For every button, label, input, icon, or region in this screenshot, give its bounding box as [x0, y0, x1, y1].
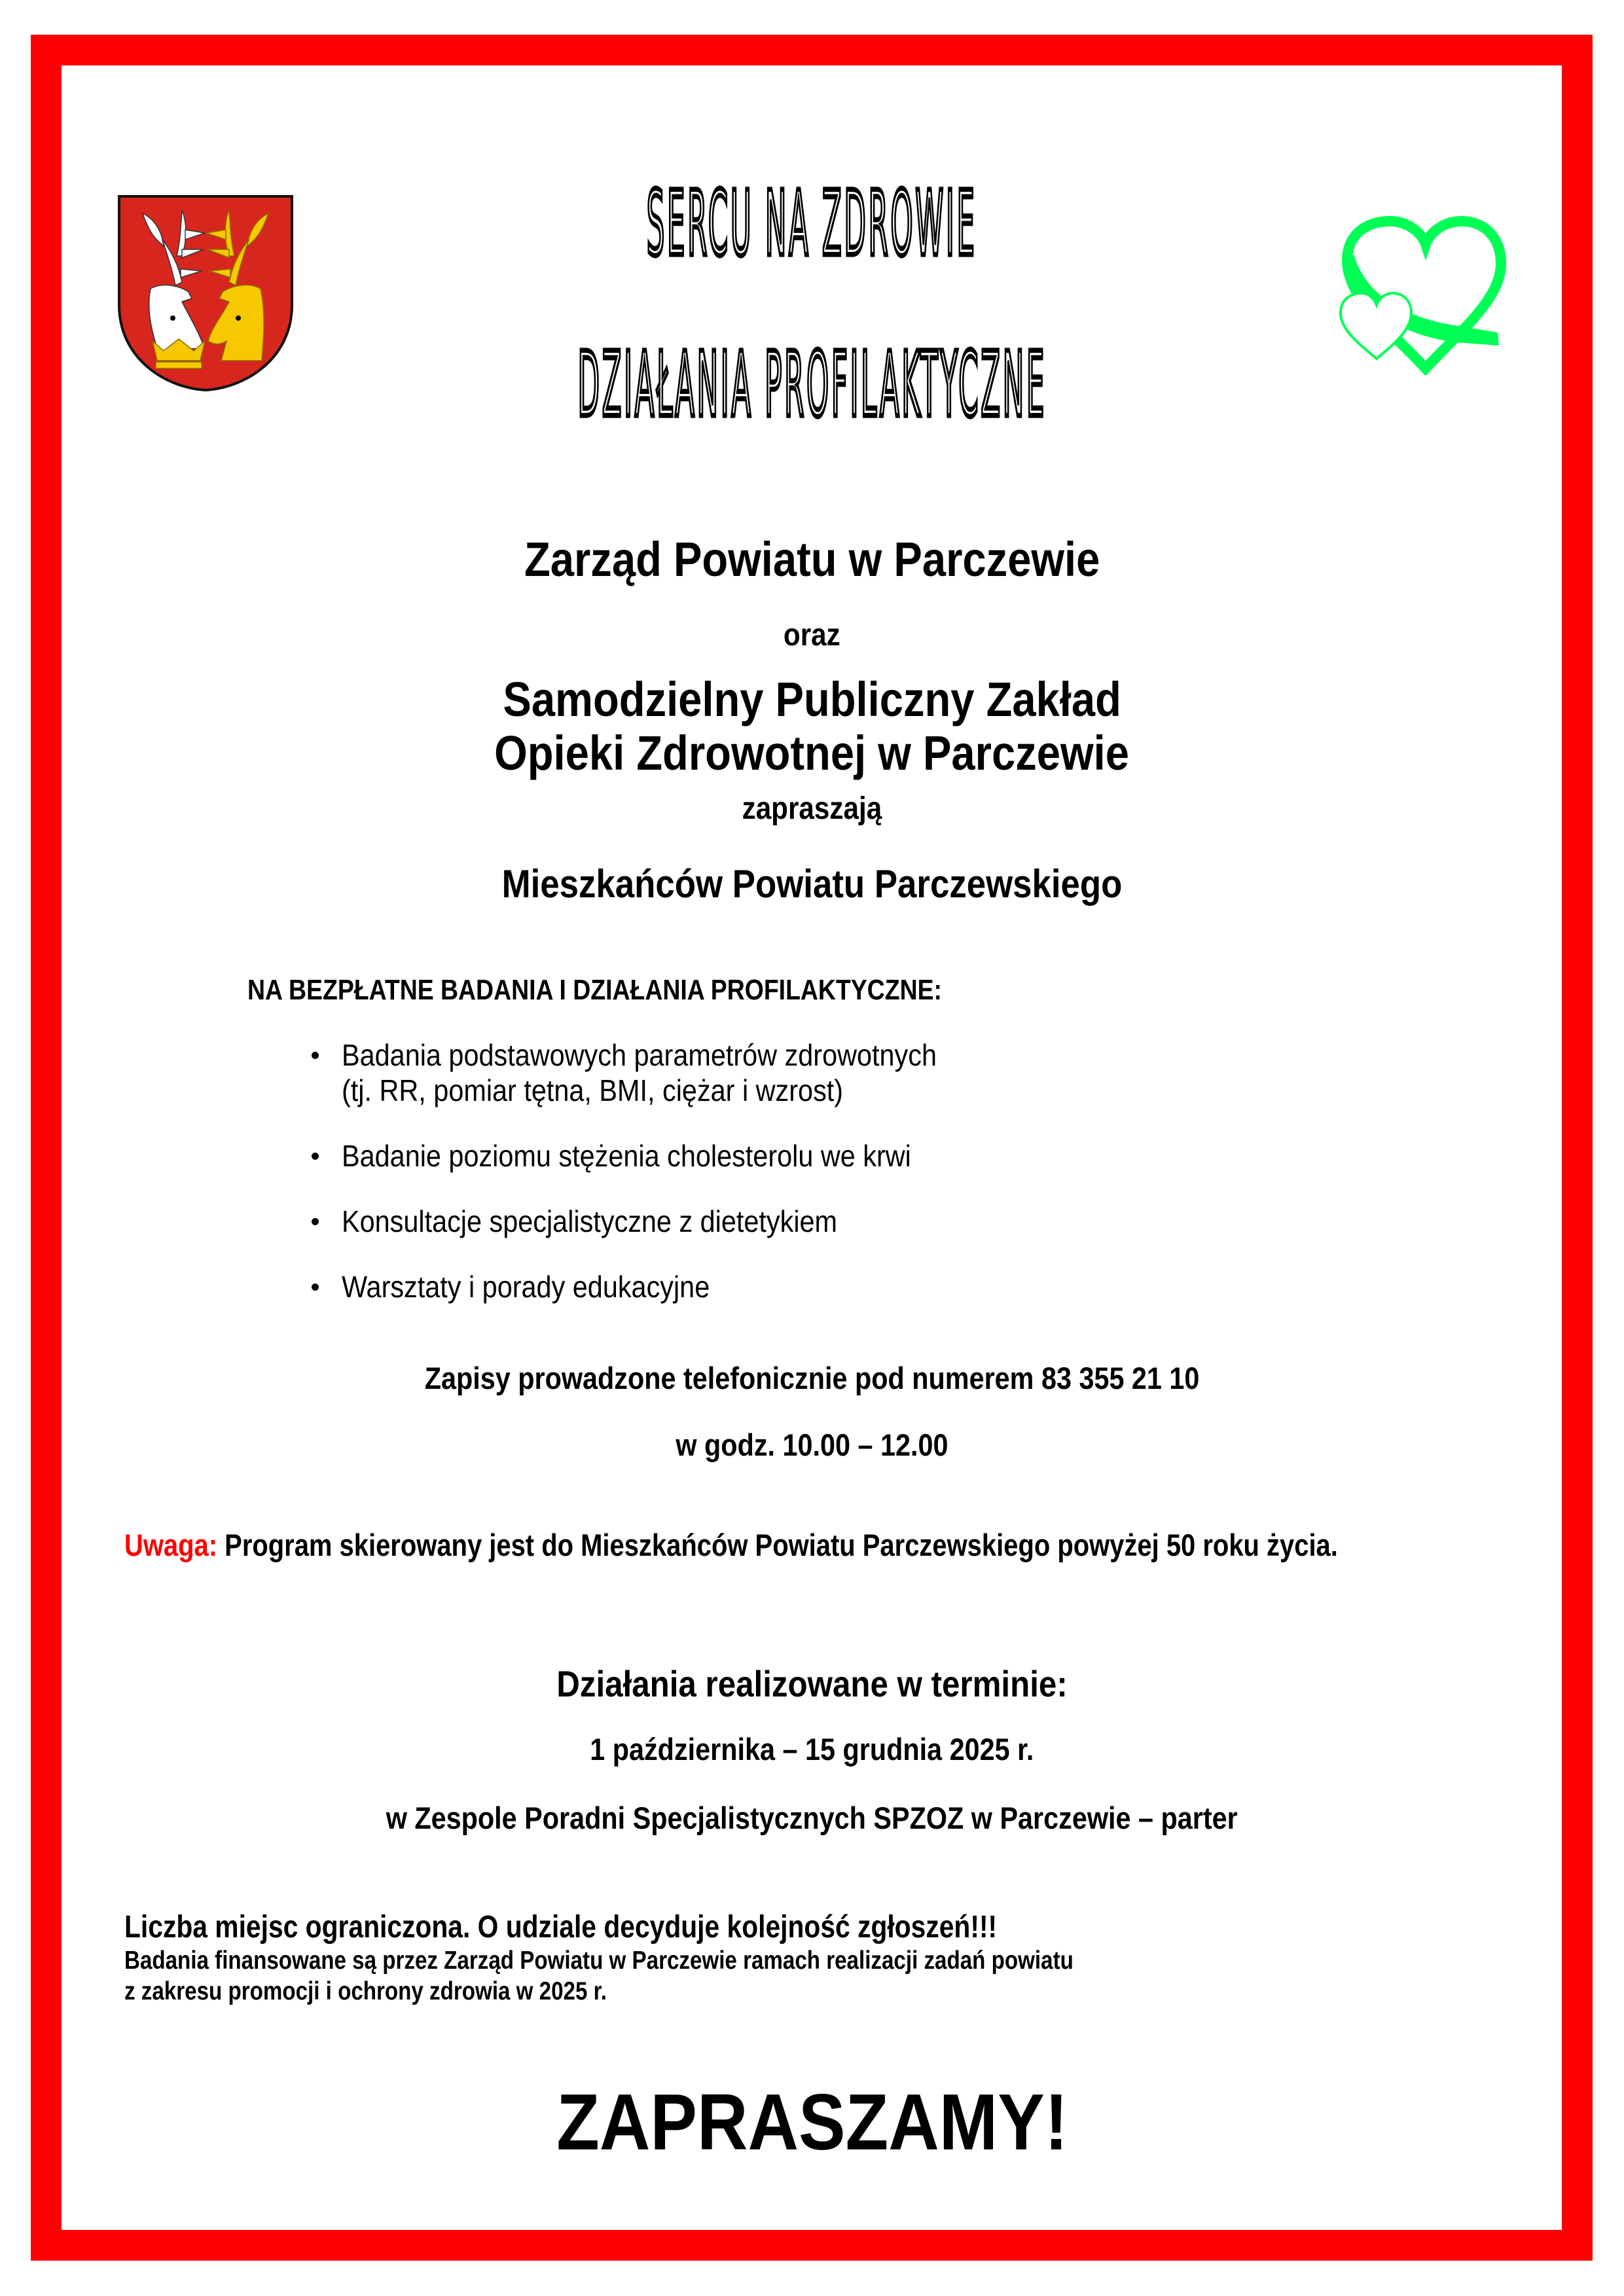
organizer-2-line-2: Opieki Zdrowotnej w Parczewie — [494, 726, 1130, 780]
funding-line-2: z zakresu promocji i ochrony zdrowia w 2025 r. — [124, 1977, 607, 2005]
notice-text-wrap — [124, 1527, 1504, 1564]
hours-line-text: w godz. 10.00 – 12.00 — [676, 1427, 948, 1462]
service-text — [342, 1037, 937, 1108]
registration-phone — [0, 1360, 1624, 1396]
schedule-location — [0, 1800, 1624, 1836]
list-item — [308, 1204, 1003, 1239]
schedule-heading — [0, 1662, 1624, 1705]
funding-text-wrap — [124, 1945, 1074, 2007]
list-item — [308, 1269, 1003, 1304]
services-list — [308, 1037, 1003, 1335]
places-limited-text: Liczba miejsc ograniczona. O udziale decyduje kolejność zgłoszeń!!! — [124, 1910, 998, 1945]
closing-text: ZAPRASZAMY! — [556, 2077, 1068, 2166]
registration-hours — [0, 1427, 1624, 1463]
service-3: Konsultacje specjalistyczne z dietetykiem — [342, 1204, 838, 1238]
organizer-2 — [0, 673, 1624, 780]
connector-label: oraz — [784, 618, 840, 653]
poster-title-line-1 — [0, 171, 1624, 276]
list-item — [308, 1138, 1003, 1174]
bullet-icon — [312, 1283, 319, 1291]
schedule-dates — [0, 1731, 1624, 1767]
service-1-line-1: Badania podstawowych parametrów zdrowotnych — [342, 1038, 937, 1072]
bullet-icon — [312, 1218, 319, 1225]
list-item — [308, 1037, 1003, 1108]
funding-note — [124, 1945, 1241, 2007]
schedule-dates-text: 1 października – 15 grudnia 2025 r. — [590, 1732, 1034, 1767]
funding-line-1: Badania finansowane są przez Zarząd Powiatu w Parczewie ramach realizacji zadań powiatu — [124, 1946, 1074, 1975]
notice — [124, 1527, 1512, 1564]
service-1-line-2: (tj. RR, pomiar tętna, BMI, ciężar i wzrost) — [342, 1073, 844, 1107]
organizer-1 — [0, 531, 1624, 587]
service-2: Badanie poziomu stężenia cholesterolu we krwi — [342, 1139, 911, 1173]
title-text-2: DZIAŁANIA PROFILAKTYCZNE — [577, 332, 1047, 437]
poster-title-line-2 — [0, 332, 1624, 437]
services-heading-text: NA BEZPŁATNE BADANIA I DZIAŁANIA PROFILAKTYCZNE: — [247, 974, 942, 1006]
bullet-icon — [312, 1153, 319, 1160]
schedule-heading-text: Działania realizowane w terminie: — [556, 1663, 1068, 1704]
closing-invitation — [0, 2076, 1624, 2168]
bullet-icon — [312, 1052, 319, 1059]
phone-line-text: Zapisy prowadzone telefonicznie pod numerem 83 355 21 10 — [424, 1361, 1200, 1395]
schedule-location-text: w Zespole Poradni Specjalistycznych SPZOZ w Parczewie – parter — [386, 1801, 1238, 1835]
invite-verb — [0, 791, 1624, 827]
organizer-2-line-1: Samodzielny Publiczny Zakład — [503, 672, 1121, 726]
connector-text — [0, 617, 1624, 653]
notice-text: Program skierowany jest do Mieszkańców Powiatu Parczewskiego powyżej 50 roku życia. — [217, 1528, 1338, 1562]
notice-label: Uwaga: — [124, 1528, 218, 1562]
service-4: Warsztaty i porady edukacyjne — [342, 1270, 710, 1304]
organizer-1-text: Zarząd Powiatu w Parczewie — [524, 532, 1100, 586]
invite-verb-text: zapraszają — [742, 791, 882, 826]
audience — [0, 861, 1624, 906]
services-heading — [247, 974, 1064, 1007]
audience-text: Mieszkańców Powiatu Parczewskiego — [501, 862, 1123, 906]
title-text-1: SERCU NA ZDROWIE — [647, 171, 977, 276]
places-limited-note — [124, 1910, 1151, 1945]
